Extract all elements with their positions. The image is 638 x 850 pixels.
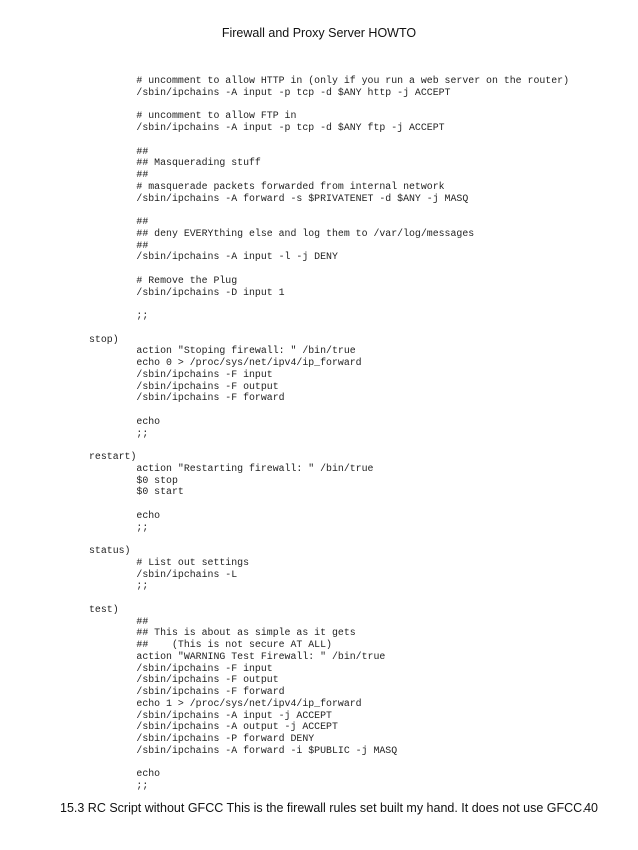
code-line: # List out settings bbox=[89, 556, 250, 568]
code-line: ## bbox=[89, 145, 149, 157]
code-line: echo bbox=[89, 415, 161, 427]
code-line: /sbin/ipchains -A input -l -j DENY bbox=[89, 251, 338, 263]
page-footer bbox=[60, 801, 598, 815]
code-line bbox=[89, 533, 569, 545]
code-line: ## deny EVERYthing else and log them to /var/log/messages bbox=[89, 227, 475, 239]
code-line: ;; bbox=[89, 521, 149, 533]
code-line: /sbin/ipchains -A input -p tcp -d $ANY http -j ACCEPT bbox=[89, 86, 451, 98]
code-line: ## bbox=[89, 615, 149, 627]
code-line: ## This is about as simple as it gets bbox=[89, 627, 356, 639]
code-line: ;; bbox=[89, 427, 149, 439]
code-line: ;; bbox=[89, 780, 149, 791]
code-line: echo 1 > /proc/sys/net/ipv4/ip_forward bbox=[89, 697, 362, 709]
code-line: /sbin/ipchains -F forward bbox=[89, 686, 285, 697]
code-line: /sbin/ipchains -A input -j ACCEPT bbox=[89, 709, 332, 721]
code-line: echo bbox=[89, 768, 161, 780]
code-line bbox=[89, 322, 569, 334]
code-line: ## bbox=[89, 216, 149, 227]
code-line bbox=[89, 134, 569, 146]
code-line: /sbin/ipchains -F forward bbox=[89, 392, 285, 404]
code-line: /sbin/ipchains -F input bbox=[89, 662, 273, 674]
running-header: Firewall and Proxy Server HOWTO bbox=[221, 26, 417, 40]
code-line: ## bbox=[89, 169, 149, 180]
code-line bbox=[89, 298, 569, 310]
code-line: ## Masquerading stuff bbox=[89, 157, 261, 169]
code-line bbox=[89, 404, 569, 416]
code-line: /sbin/ipchains -F input bbox=[89, 368, 273, 380]
code-line: $0 start bbox=[89, 486, 184, 498]
code-line: /sbin/ipchains -A forward -i $PUBLIC -j MASQ bbox=[89, 744, 398, 756]
code-line: /sbin/ipchains -L bbox=[89, 568, 238, 580]
code-line: action "WARNING Test Firewall: " /bin/true bbox=[89, 650, 386, 662]
figure-caption: 15.3 RC Script without GFCC This is the firewall rules set built my hand. It does not use GFCC. bbox=[60, 801, 586, 815]
code-listing bbox=[89, 75, 569, 792]
code-line bbox=[89, 204, 569, 216]
code-line: /sbin/ipchains -F output bbox=[89, 674, 279, 686]
code-line: ;; bbox=[89, 310, 149, 321]
code-line: action "Restarting firewall: " /bin/true bbox=[89, 462, 374, 474]
code-line: echo 0 > /proc/sys/net/ipv4/ip_forward bbox=[89, 357, 362, 368]
code-line: # Remove the Plug bbox=[89, 274, 238, 286]
code-line: action "Stoping firewall: " /bin/true bbox=[89, 345, 356, 357]
code-line: /sbin/ipchains -D input 1 bbox=[89, 286, 285, 298]
code-line: status) bbox=[89, 545, 131, 556]
code-line: # masquerade packets forwarded from internal network bbox=[89, 180, 445, 192]
code-line: /sbin/ipchains -F output bbox=[89, 380, 279, 392]
code-line: /sbin/ipchains -A input -p tcp -d $ANY ftp -j ACCEPT bbox=[89, 122, 445, 133]
code-line bbox=[89, 757, 569, 769]
code-line: /sbin/ipchains -A output -j ACCEPT bbox=[89, 721, 338, 733]
code-line: ;; bbox=[89, 580, 149, 592]
code-line: $0 stop bbox=[89, 474, 178, 486]
code-line: /sbin/ipchains -A forward -s $PRIVATENET -d $ANY -j MASQ bbox=[89, 192, 469, 204]
code-line bbox=[89, 99, 569, 111]
code-line: restart) bbox=[89, 451, 137, 462]
code-line: # uncomment to allow FTP in bbox=[89, 110, 297, 122]
code-line: test) bbox=[89, 603, 119, 615]
code-line: /sbin/ipchains -P forward DENY bbox=[89, 733, 315, 744]
code-line bbox=[89, 263, 569, 275]
code-line: # uncomment to allow HTTP in (only if you run a web server on the router) bbox=[89, 75, 570, 86]
code-line: stop) bbox=[89, 333, 119, 345]
code-line bbox=[89, 498, 569, 510]
code-line bbox=[89, 439, 569, 451]
code-line: echo bbox=[89, 509, 161, 521]
code-line: ## bbox=[89, 239, 149, 251]
page-number: 40 bbox=[584, 801, 598, 815]
code-line bbox=[89, 592, 569, 604]
code-line: ## (This is not secure AT ALL) bbox=[89, 639, 332, 650]
